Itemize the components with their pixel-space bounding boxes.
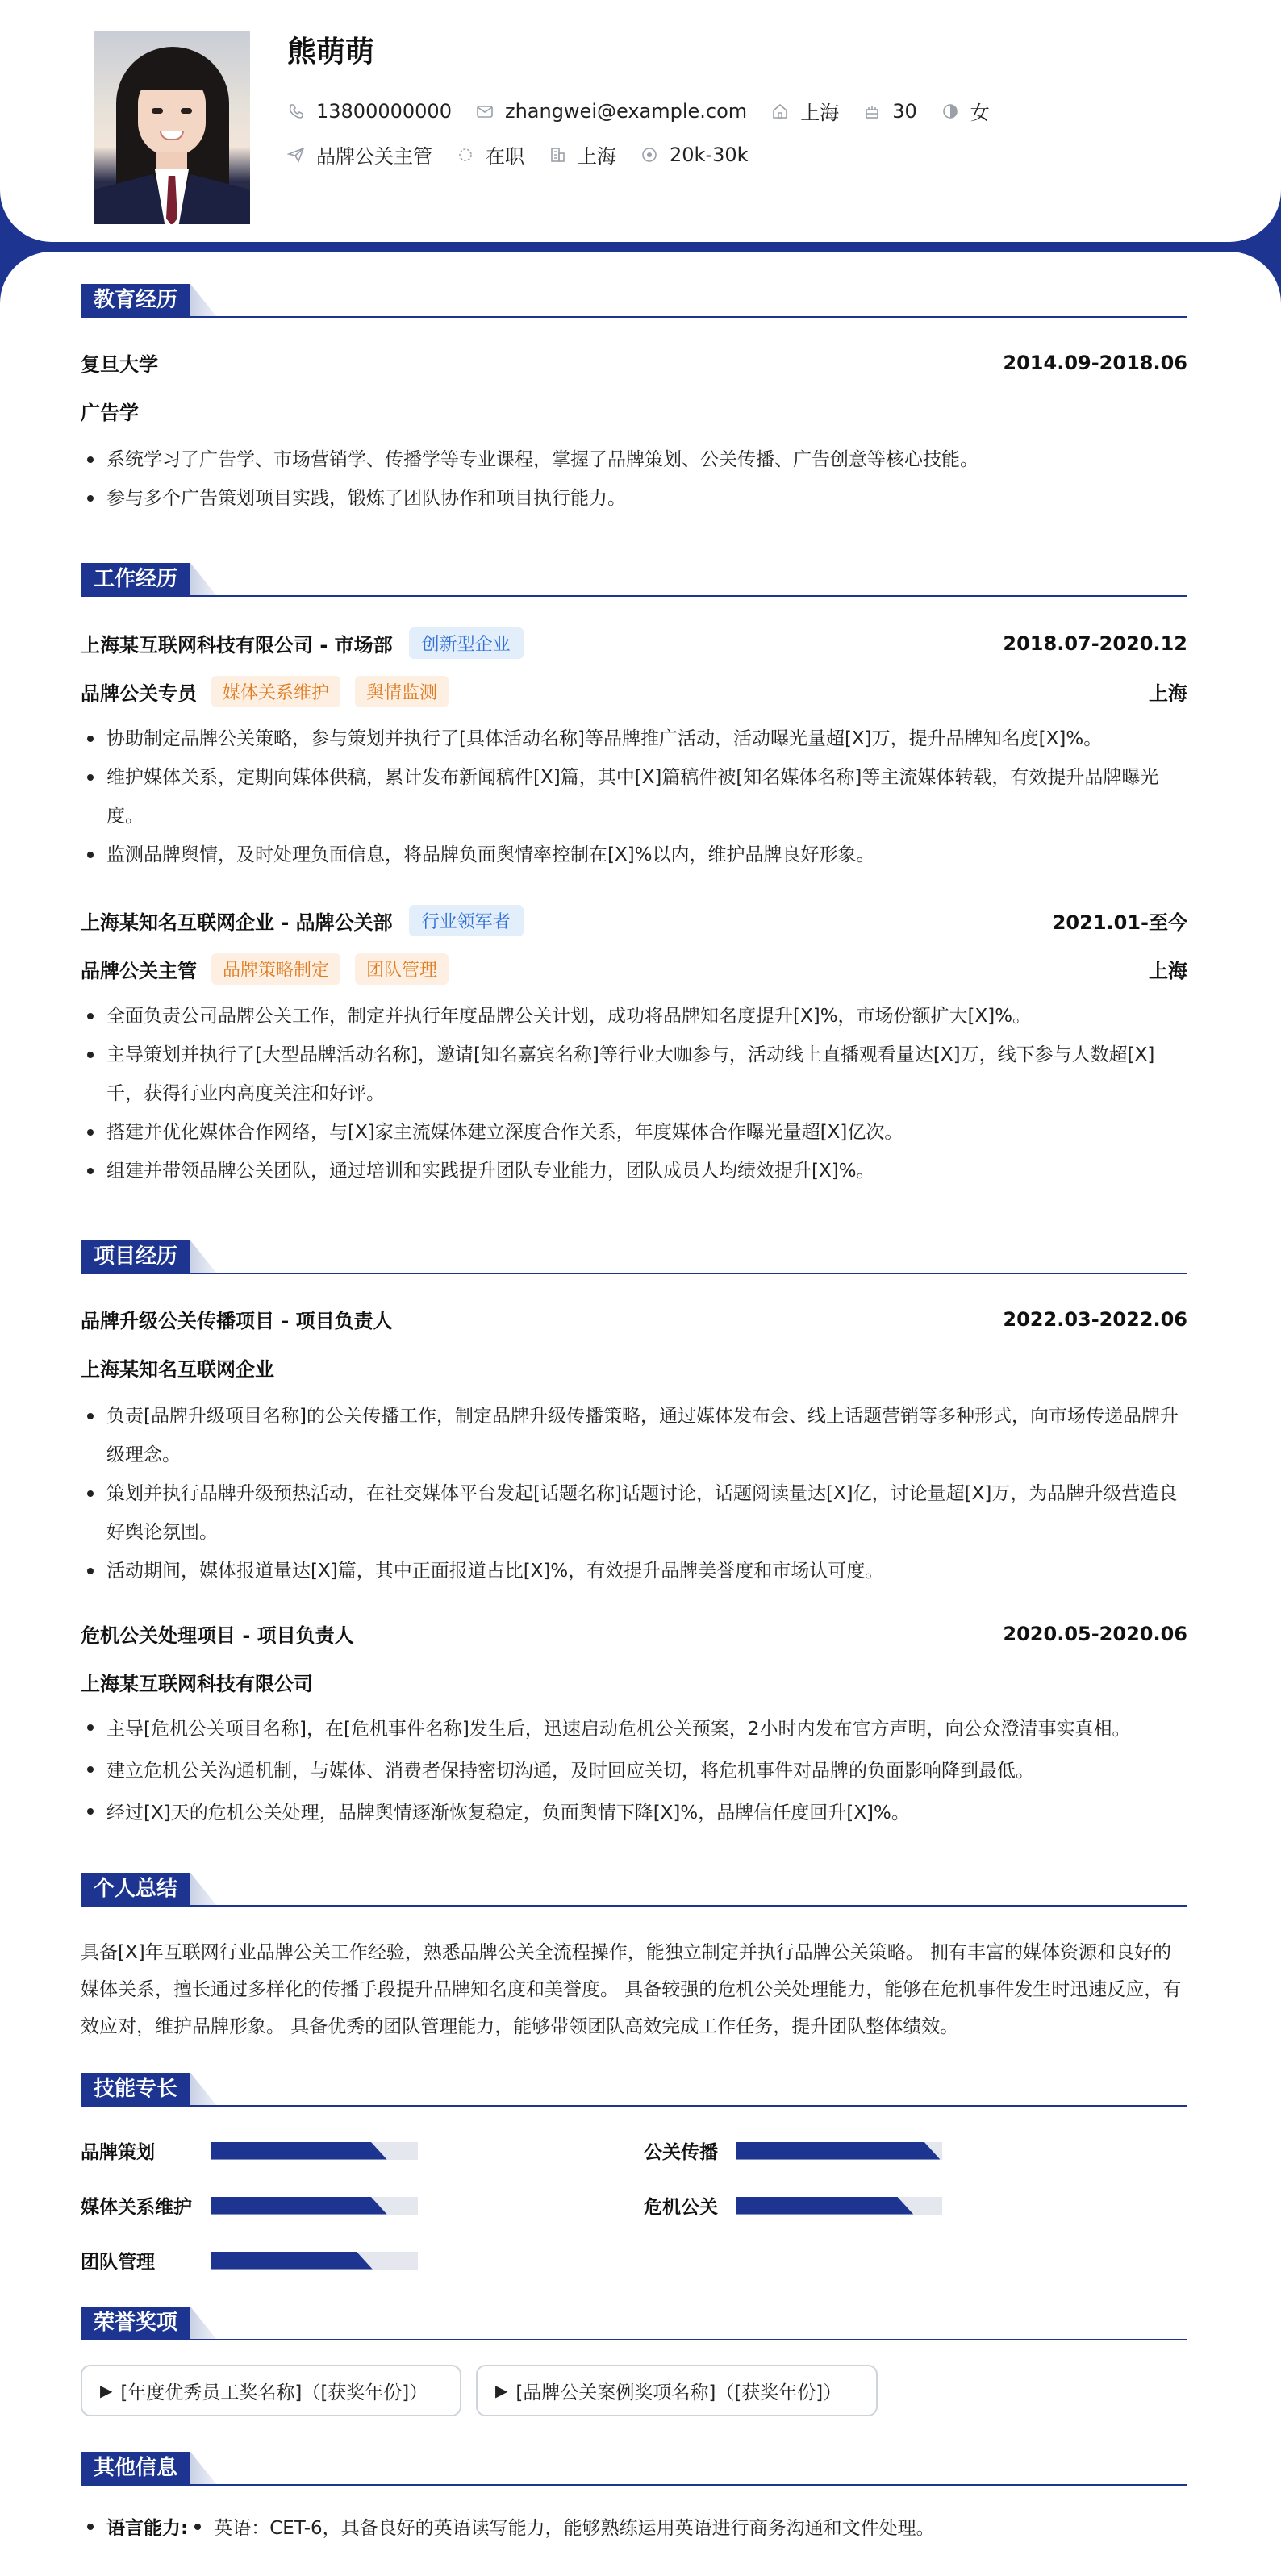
gender-value: 女: [970, 102, 990, 124]
job-location: 上海: [1149, 682, 1187, 705]
email-address: zhangwei@example.com: [504, 99, 748, 123]
home-icon: [771, 102, 789, 120]
summary-text: 具备[X]年互联网行业品牌公关工作经验，熟悉品牌公关全流程操作，能独立制定并执行品牌公关策略。 拥有丰富的媒体资源和良好的媒体关系，擅长通过多样化的传播手段提升品牌知名度和美誉度。 具备较强的危机公关处理能力，能够在危机事件发生时迅速反应，有效应对，维护品牌形象。 具备优秀的团队管理能力，能够带领团队高效完成工作任务，提升团队整体绩效。: [81, 1942, 1182, 2037]
education-title: 教育经历: [81, 284, 190, 316]
job-bullets: [81, 997, 1187, 1190]
job-company: 上海某知名互联网企业 - 品牌公关部: [81, 911, 393, 934]
education-period: 2014.09-2018.06: [1003, 351, 1187, 374]
work-divider: [81, 595, 1187, 597]
award-label: [年度优秀员工奖名称]（[获奖年份]）: [120, 2382, 428, 2403]
list-item: 系统学习了广告学、市场营销学、传播学等专业课程，掌握了品牌策划、公关传播、广告创意等核心技能。: [81, 440, 1187, 479]
education-section-title: [81, 282, 216, 318]
mail-icon: [476, 102, 494, 120]
skill-tag: 舆情监测: [355, 676, 449, 707]
building-icon: [549, 146, 566, 164]
profile-header: [0, 0, 1281, 242]
skill-bar-fill: [211, 2142, 387, 2160]
phone-number: 13800000000: [316, 99, 452, 123]
awards-divider: [81, 2339, 1187, 2340]
project-name: 危机公关处理项目 - 项目负责人: [81, 1624, 354, 1647]
education-major-row: [81, 397, 1187, 425]
job-company: 上海某互联网科技有限公司 - 市场部: [81, 634, 393, 657]
avatar: [94, 31, 250, 224]
job-intent-row: [287, 140, 773, 169]
skill-item: [644, 2192, 942, 2219]
skill-name: 品牌策划: [81, 2142, 155, 2163]
job-header-row: [81, 905, 1187, 936]
project-header-row: [81, 1305, 1187, 1333]
city-item: [771, 97, 839, 125]
skill-bar-fill: [736, 2142, 940, 2160]
skill-item: [81, 2137, 418, 2164]
city-value: 上海: [800, 102, 840, 124]
skill-bar-fill: [211, 2197, 387, 2215]
award-item[interactable]: [476, 2365, 878, 2416]
job-role-row: [81, 676, 1187, 707]
job-period: 2018.07-2020.12: [1003, 631, 1187, 655]
project-org: 上海某知名互联网企业: [81, 1358, 274, 1381]
job-role: 品牌公关主管: [81, 960, 197, 982]
triangle-right-icon: ▶: [495, 2381, 508, 2400]
list-item: 经过[X]天的危机公关处理，品牌舆情逐渐恢复稳定，负面舆情下降[X]%，品牌信任度回升[X]%。: [81, 1792, 1187, 1834]
job-header-row: [81, 627, 1187, 659]
company-badge: 创新型企业: [409, 627, 524, 659]
skill-bar: [211, 2197, 418, 2215]
skill-bar: [736, 2197, 942, 2215]
send-icon: [287, 146, 305, 164]
salary-item: [640, 144, 749, 166]
status-item: [457, 140, 524, 169]
position-item: [287, 140, 432, 169]
target-city-item: [549, 140, 616, 169]
project-org: 上海某互联网科技有限公司: [81, 1673, 313, 1695]
salary-value: 20k-30k: [670, 143, 749, 166]
job-location: 上海: [1149, 960, 1187, 982]
triangle-right-icon: ▶: [100, 2381, 113, 2400]
list-item: 维护媒体关系，定期向媒体供稿，累计发布新闻稿件[X]篇，其中[X]篇稿件被[知名媒体名称]等主流媒体转载，有效提升品牌曝光度。: [81, 758, 1187, 836]
skill-bar: [211, 2252, 418, 2270]
work-section-title: [81, 561, 216, 597]
summary-section-title: [81, 1871, 216, 1907]
project-period: 2022.03-2022.06: [1003, 1307, 1187, 1331]
target-city-value: 上海: [578, 145, 616, 168]
candidate-name: 熊萌萌: [287, 35, 375, 69]
list-item: 策划并执行品牌升级预热活动，在社交媒体平台发起[话题名称]话题讨论，话题阅读量达[X]亿，讨论量超[X]万，为品牌升级营造良好舆论氛围。: [81, 1474, 1187, 1552]
project-org-row: [81, 1353, 1187, 1382]
skills-title: 技能专长: [81, 2073, 190, 2105]
education-school-row: [81, 348, 1187, 377]
list-item: 主导策划并执行了[大型品牌活动名称]，邀请[知名嘉宾名称]等行业大咖参与，活动线上直播观看量达[X]万，线下参与人数超[X]千，获得行业内高度关注和好评。: [81, 1036, 1187, 1113]
skill-name: 公关传播: [644, 2142, 718, 2163]
projects-divider: [81, 1273, 1187, 1274]
summary-divider: [81, 1905, 1187, 1907]
other-section-title: [81, 2450, 216, 2486]
job-bullets: [81, 719, 1187, 874]
skill-name: 危机公关: [644, 2197, 718, 2218]
list-item: 参与多个广告策划项目实践，锻炼了团队协作和项目执行能力。: [81, 479, 1187, 518]
skill-item: [644, 2137, 942, 2164]
skill-bar-fill: [736, 2197, 913, 2215]
money-icon: [640, 146, 658, 164]
position-value: 品牌公关主管: [316, 145, 432, 168]
list-item: 活动期间，媒体报道量达[X]篇，其中正面报道占比[X]%，有效提升品牌美誉度和市场认可度。: [81, 1552, 1187, 1590]
skill-name: 媒体关系维护: [81, 2197, 192, 2218]
projects-title: 项目经历: [81, 1240, 190, 1273]
project-org-row: [81, 1668, 1187, 1696]
project-bullets: [81, 1708, 1187, 1834]
list-item: 主导[危机公关项目名称]，在[危机事件名称]发生后，迅速启动危机公关预案，2小时内发布官方声明，向公众澄清事实真相。: [81, 1708, 1187, 1750]
list-item: 搭建并优化媒体合作网络，与[X]家主流媒体建立深度合作关系，年度媒体合作曝光量超[X]亿次。: [81, 1113, 1187, 1152]
project-header-row: [81, 1619, 1187, 1648]
list-item: 全面负责公司品牌公关工作，制定并执行年度品牌公关计划，成功将品牌知名度提升[X]%，市场份额扩大[X]%。: [81, 997, 1187, 1036]
major-name: 广告学: [81, 402, 139, 424]
skills-section-title: [81, 2071, 216, 2107]
skill-item: [81, 2247, 418, 2274]
skill-bar-fill: [211, 2252, 373, 2270]
list-item: 组建并带领品牌公关团队，通过培训和实践提升团队专业能力，团队成员人均绩效提升[X]%。: [81, 1152, 1187, 1190]
phone-item: [287, 100, 452, 123]
other-text: 英语：CET-6，具备良好的英语读写能力，能够熟练运用英语进行商务沟通和文件处理。: [214, 2518, 935, 2539]
age-icon: [863, 102, 881, 120]
skill-tag: 品牌策略制定: [211, 953, 340, 985]
age-value: 30: [892, 99, 917, 123]
skill-tag: 媒体关系维护: [211, 676, 340, 707]
gender-icon: [941, 102, 959, 120]
gender-item: [941, 97, 990, 125]
skills-divider: [81, 2105, 1187, 2107]
job-period: 2021.01-至今: [1052, 911, 1187, 934]
projects-section-title: [81, 1239, 216, 1274]
skill-bar: [211, 2142, 418, 2160]
phone-icon: [287, 102, 305, 120]
other-info-row: [81, 2513, 935, 2540]
project-period: 2020.05-2020.06: [1003, 1622, 1187, 1645]
job-role-row: [81, 953, 1187, 985]
award-label: [品牌公关案例奖项名称]（[获奖年份]）: [515, 2382, 842, 2403]
other-divider: [81, 2484, 1187, 2486]
job-role: 品牌公关专员: [81, 682, 197, 705]
email-item: [476, 100, 747, 123]
skill-name: 团队管理: [81, 2252, 155, 2273]
awards-section-title: [81, 2305, 216, 2340]
company-badge: 行业领军者: [409, 905, 524, 936]
awards-title: 荣誉奖项: [81, 2307, 190, 2339]
skill-item: [81, 2192, 418, 2219]
other-title: 其他信息: [81, 2452, 190, 2484]
work-title: 工作经历: [81, 563, 190, 595]
summary-title: 个人总结: [81, 1873, 190, 1905]
age-item: [863, 100, 917, 123]
list-item: 监测品牌舆情，及时处理负面信息，将品牌负面舆情率控制在[X]%以内，维护品牌良好形象。: [81, 836, 1187, 874]
list-item: 负责[品牌升级项目名称]的公关传播工作，制定品牌升级传播策略，通过媒体发布会、线上话题营销等多种形式，向市场传递品牌升级理念。: [81, 1397, 1187, 1474]
status-icon: [457, 146, 474, 164]
contact-row: [287, 97, 1014, 125]
status-value: 在职: [486, 145, 524, 168]
project-name: 品牌升级公关传播项目 - 项目负责人: [81, 1310, 393, 1332]
school-name: 复旦大学: [81, 353, 158, 376]
other-label: 语言能力:: [106, 2518, 189, 2539]
list-item: 建立危机公关沟通机制，与媒体、消费者保持密切沟通，及时回应关切，将危机事件对品牌的负面影响降到最低。: [81, 1750, 1187, 1792]
education-bullets: [81, 440, 1187, 518]
list-item: 协助制定品牌公关策略，参与策划并执行了[具体活动名称]等品牌推广活动，活动曝光量超[X]万，提升品牌知名度[X]%。: [81, 719, 1187, 758]
skill-tag: 团队管理: [355, 953, 449, 985]
skill-bar: [736, 2142, 942, 2160]
award-item[interactable]: [81, 2365, 461, 2416]
project-bullets: [81, 1397, 1187, 1590]
education-divider: [81, 316, 1187, 318]
